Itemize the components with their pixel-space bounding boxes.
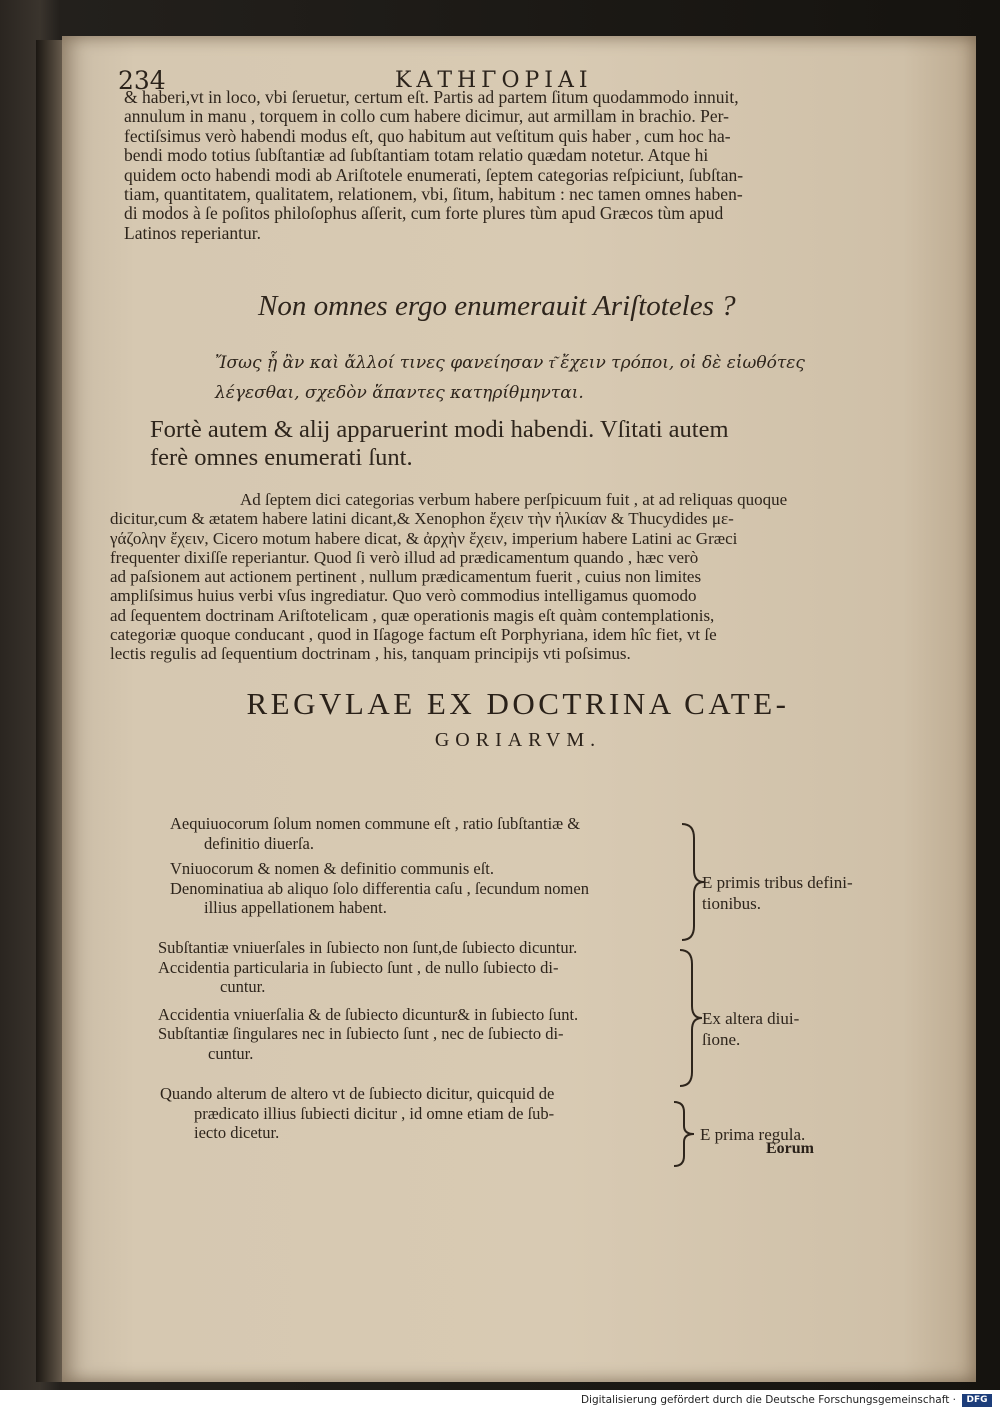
text-line: bendi modo totius ſubſtantiæ ad ſubſtantiam totam relatio quædam notetur. Atque hi — [124, 145, 709, 166]
dfg-logo-icon: DFG — [962, 1394, 992, 1407]
rules-heading-line-2: GORIARVM. — [434, 729, 602, 751]
side-note-line: ſione. — [702, 1030, 741, 1049]
digitization-footer — [0, 1390, 1000, 1412]
rule-group-3 — [160, 1084, 680, 1143]
side-note-1 — [702, 872, 853, 914]
text-line: γάζολην ἔχειν, Cicero motum habere dicat, & ἀρχὴν ἔχειν, imperium habere Latini ac Græci — [110, 528, 738, 548]
rule-line: iecto dicetur. — [194, 1123, 280, 1142]
rule-line: Denominatiua ab aliquo ſolo differentia caſu , ſecundum nomen — [170, 878, 589, 898]
text-line: Ad ſeptem dici categorias verbum habere perſpicuum fuit , at ad reliquas quoque — [240, 490, 788, 509]
rule-group-1 — [170, 814, 690, 918]
rule-line: Accidentia particularia in ſubiecto ſunt , de nullo ſubiecto di- — [158, 957, 559, 977]
rule-group-2 — [158, 938, 688, 1063]
rule-line: illius appellationem habent. — [204, 898, 387, 917]
rules-heading-line-1: REGVLAE EX DOCTRINA CATE- — [246, 686, 790, 721]
greek-line: λέγεσθαι, σχεδὸν ἅπαντες κατηρίθμηνται. — [215, 383, 584, 403]
rules-heading — [168, 686, 868, 758]
latin-answer — [150, 416, 870, 472]
rule-line: Subſtantiæ vniuerſales in ſubiecto non ſunt,de ſubiecto dicuntur. — [158, 938, 578, 957]
funding-credit: Digitalisierung gefördert durch die Deutsche Forschungsgemeinschaft · — [580, 1394, 956, 1406]
text-line: tiam, quantitatem, qualitatem, relationem, vbi, ſitum, habitum : nec tamen omnes haben- — [124, 184, 743, 205]
paragraph-1 — [124, 88, 864, 243]
text-line: fectiſsimus verò habendi modus eſt, quo habitum aut veſtitum quis haber , cum hoc ha- — [124, 125, 731, 146]
text-line: ad paſsionem aut actionem pertinent , nullum prædicamentum fuerit , cuius non limites — [110, 567, 702, 587]
question-heading: Non omnes ergo enumerauit Ariſtoteles ? — [258, 290, 736, 322]
brace-icon — [670, 1098, 698, 1170]
greek-line: Ἴσως ᾗ ἂν καὶ ἄλλοί τινες φανείησαν τ͂ ἔχειν τρόποι, οἱ δὲ εἰωθότες — [215, 353, 805, 373]
rule-line: cuntur. — [208, 1043, 254, 1063]
side-note-line: E primis tribus defini- — [702, 873, 853, 892]
text-line: ampliſsimus huius verbi vſus ingrediatur. Quo verò commodius intelligamus quomodo — [110, 586, 697, 606]
text-line: annulum in manu , torquem in collo cum habere dicimur, aut armillam in brachio. Per- — [124, 106, 729, 127]
rule-line: Accidentia vniuerſalia & de ſubiecto dicuntur& in ſubiecto ſunt. — [158, 1004, 579, 1024]
running-title: ΚΑΤΗΓΟΡΙΑΙ — [395, 68, 593, 93]
paragraph-2 — [110, 490, 875, 664]
greek-quote — [215, 348, 865, 408]
rule-line: Quando alterum de altero vt de ſubiecto dicitur, quicquid de — [160, 1084, 555, 1103]
text-line: categoriæ quoque conducant , quod in Iſagoge factum eſt Porphyriana, idem hîc fiet, vt ſe — [110, 625, 717, 645]
side-note-line: Ex altera diui- — [702, 1009, 800, 1028]
rule-line: Vniuocorum & nomen & definitio communis eſt. — [170, 859, 494, 878]
rule-line: definitio diuerſa. — [204, 833, 314, 853]
catchword: Eorum — [766, 1140, 814, 1157]
side-note-2 — [702, 1008, 799, 1050]
rule-line: Aequiuocorum ſolum nomen commune eſt , ratio ſubſtantiæ & — [170, 814, 581, 833]
text-line: quidem octo habendi modi ab Ariſtotele enumerati, ſeptem categorias reſpiciunt, ſubſtan- — [124, 164, 744, 185]
side-note-line: E prima regula. — [700, 1125, 806, 1144]
latin-line: ferè omnes enumerati ſunt. — [150, 444, 413, 471]
rule-line: Subſtantiæ ſingulares nec in ſubiecto ſunt , nec de ſubiecto di- — [158, 1024, 564, 1043]
text-line: di modos à ſe poſitos philoſophus aſſerit, cum forte plures tùm apud Græcos tùm apud — [124, 203, 724, 224]
text-line: ad ſequentem doctrinam Ariſtotelicam , quæ operationis magis eſt quàm contemplationis, — [110, 605, 715, 625]
side-note-line: tionibus. — [702, 894, 762, 913]
text-line: dicitur,cum & ætatem habere latini dicant,& Xenophon ἔχειν τὴν ἡλικίαν & Thucydides με- — [110, 509, 734, 529]
latin-line: Fortè autem & alij apparuerint modi habendi. Vſitati autem — [150, 416, 729, 443]
text-line: lectis regulis ad ſequentium doctrinam , his, tanquam principijs vti poſsimus. — [110, 644, 631, 664]
page-number: 234 — [118, 66, 166, 95]
book-spine-shadow — [36, 40, 64, 1382]
text-line: & haberi,vt in loco, vbi ſeruetur, certum eſt. Partis ad partem ſitum quodammodo innuit, — [124, 87, 739, 107]
rule-line: cuntur. — [220, 977, 266, 996]
text-line: Latinos reperiantur. — [124, 222, 262, 243]
rule-line: prædicato illius ſubiecti dicitur , id omne etiam de ſub- — [194, 1103, 555, 1123]
text-line: frequenter dixiſſe reperiantur. Quod ſi verò illud ad prædicamentum quando , hæc verò — [110, 547, 699, 567]
